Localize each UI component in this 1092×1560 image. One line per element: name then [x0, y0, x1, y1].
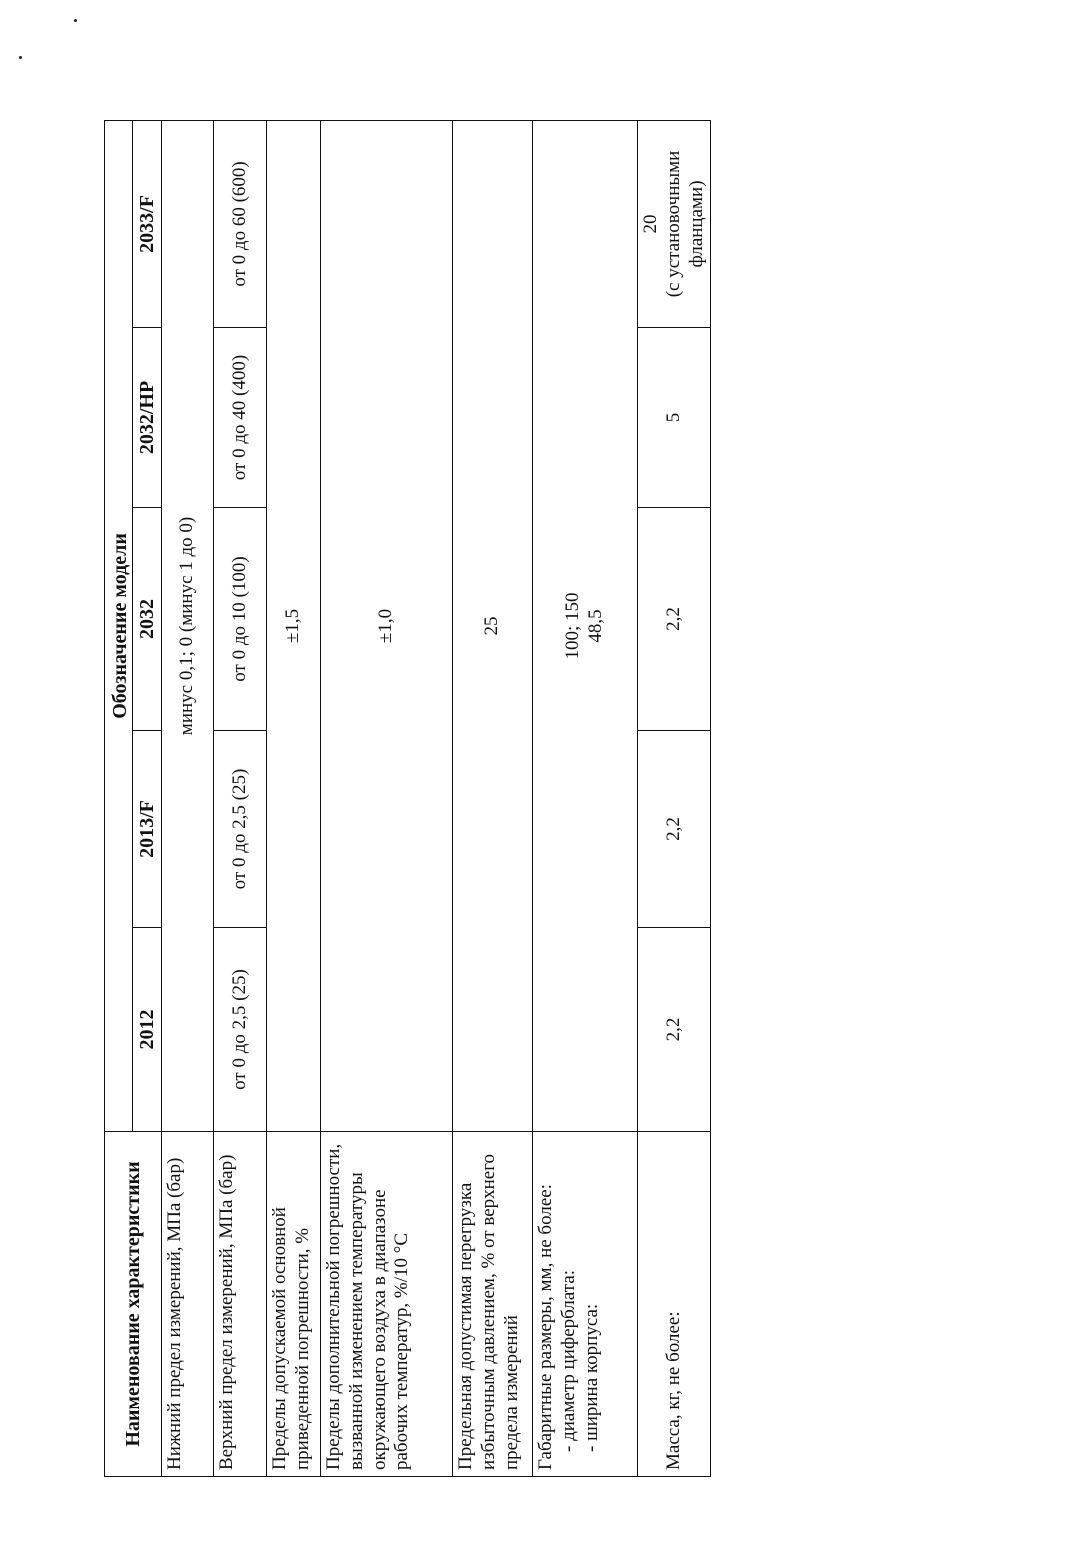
upper-limit-label: Верхний предел измерений, МПа (бар) — [214, 1132, 267, 1477]
scan-speck — [74, 19, 77, 22]
mass-2032hp: 5 — [638, 328, 711, 508]
mass-row — [638, 120, 711, 1476]
base-error-value: ±1,5 — [267, 120, 321, 1131]
model-2033f-header: 2033/F — [133, 120, 162, 327]
header-row — [105, 120, 133, 1476]
upper-limit-2032hp: от 0 до 40 (400) — [214, 328, 267, 508]
model-2032-header: 2032 — [133, 508, 162, 731]
base-error-label: Пределы допускаемой основной приведенной погрешности, % — [267, 1132, 321, 1477]
model-2013f-header: 2013/F — [133, 731, 162, 928]
mass-2033f-note: (с установочными фланцами) — [662, 150, 707, 298]
dial-diameter-label: - диаметр циферблата: — [557, 1269, 579, 1452]
upper-limit-2012: от 0 до 2,5 (25) — [214, 928, 267, 1132]
mass-label: Масса, кг, не более: — [638, 1132, 711, 1477]
upper-limit-2033f: от 0 до 60 (600) — [214, 120, 267, 327]
lower-limit-value: минус 0,1; 0 (минус 1 до 0) — [162, 120, 214, 1131]
specifications-table-rotated — [104, 121, 706, 1477]
dimensions-values — [533, 120, 638, 1131]
temperature-error-row — [321, 120, 453, 1476]
scan-speck — [19, 56, 22, 59]
overload-value: 25 — [453, 120, 533, 1131]
lower-limit-label: Нижний предел измерений, МПа (бар) — [162, 1132, 214, 1477]
characteristic-column-header: Наименование характеристики — [105, 1132, 162, 1477]
lower-limit-row — [162, 120, 214, 1476]
overload-row — [453, 120, 533, 1476]
temperature-error-label: Пределы дополнительной погрешности, вызванной изменением температуры окружающего воздуха в диапазоне рабочих температур, %/10 °С — [321, 1132, 453, 1477]
dial-diameter-value: 100; 150 — [562, 592, 584, 660]
mass-2032: 2,2 — [638, 508, 711, 731]
mass-2033f-cell — [638, 120, 711, 327]
base-error-row — [267, 120, 321, 1476]
temperature-error-value: ±1,0 — [321, 120, 453, 1131]
model-2032hp-header: 2032/HP — [133, 328, 162, 508]
dimensions-label: Габаритные размеры, мм, не более: — [535, 1184, 556, 1470]
mass-2012: 2,2 — [638, 928, 711, 1132]
model-2012-header: 2012 — [133, 928, 162, 1132]
dimensions-row — [533, 120, 638, 1476]
dimensions-cell — [533, 1132, 638, 1477]
model-group-header: Обозначение модели — [105, 120, 133, 1131]
case-width-label: - ширина корпуса: — [580, 1303, 602, 1452]
overload-label: Предельная допустимая перегрузка избыточным давлением, % от верхнего предела измерений — [453, 1132, 533, 1477]
mass-2033f-value: 20 — [640, 214, 661, 234]
mass-2013f: 2,2 — [638, 731, 711, 928]
upper-limit-2013f: от 0 до 2,5 (25) — [214, 731, 267, 928]
specifications-table — [104, 120, 711, 1477]
upper-limit-row — [214, 120, 267, 1476]
case-width-value: 48,5 — [585, 609, 606, 643]
upper-limit-2032: от 0 до 10 (100) — [214, 508, 267, 731]
